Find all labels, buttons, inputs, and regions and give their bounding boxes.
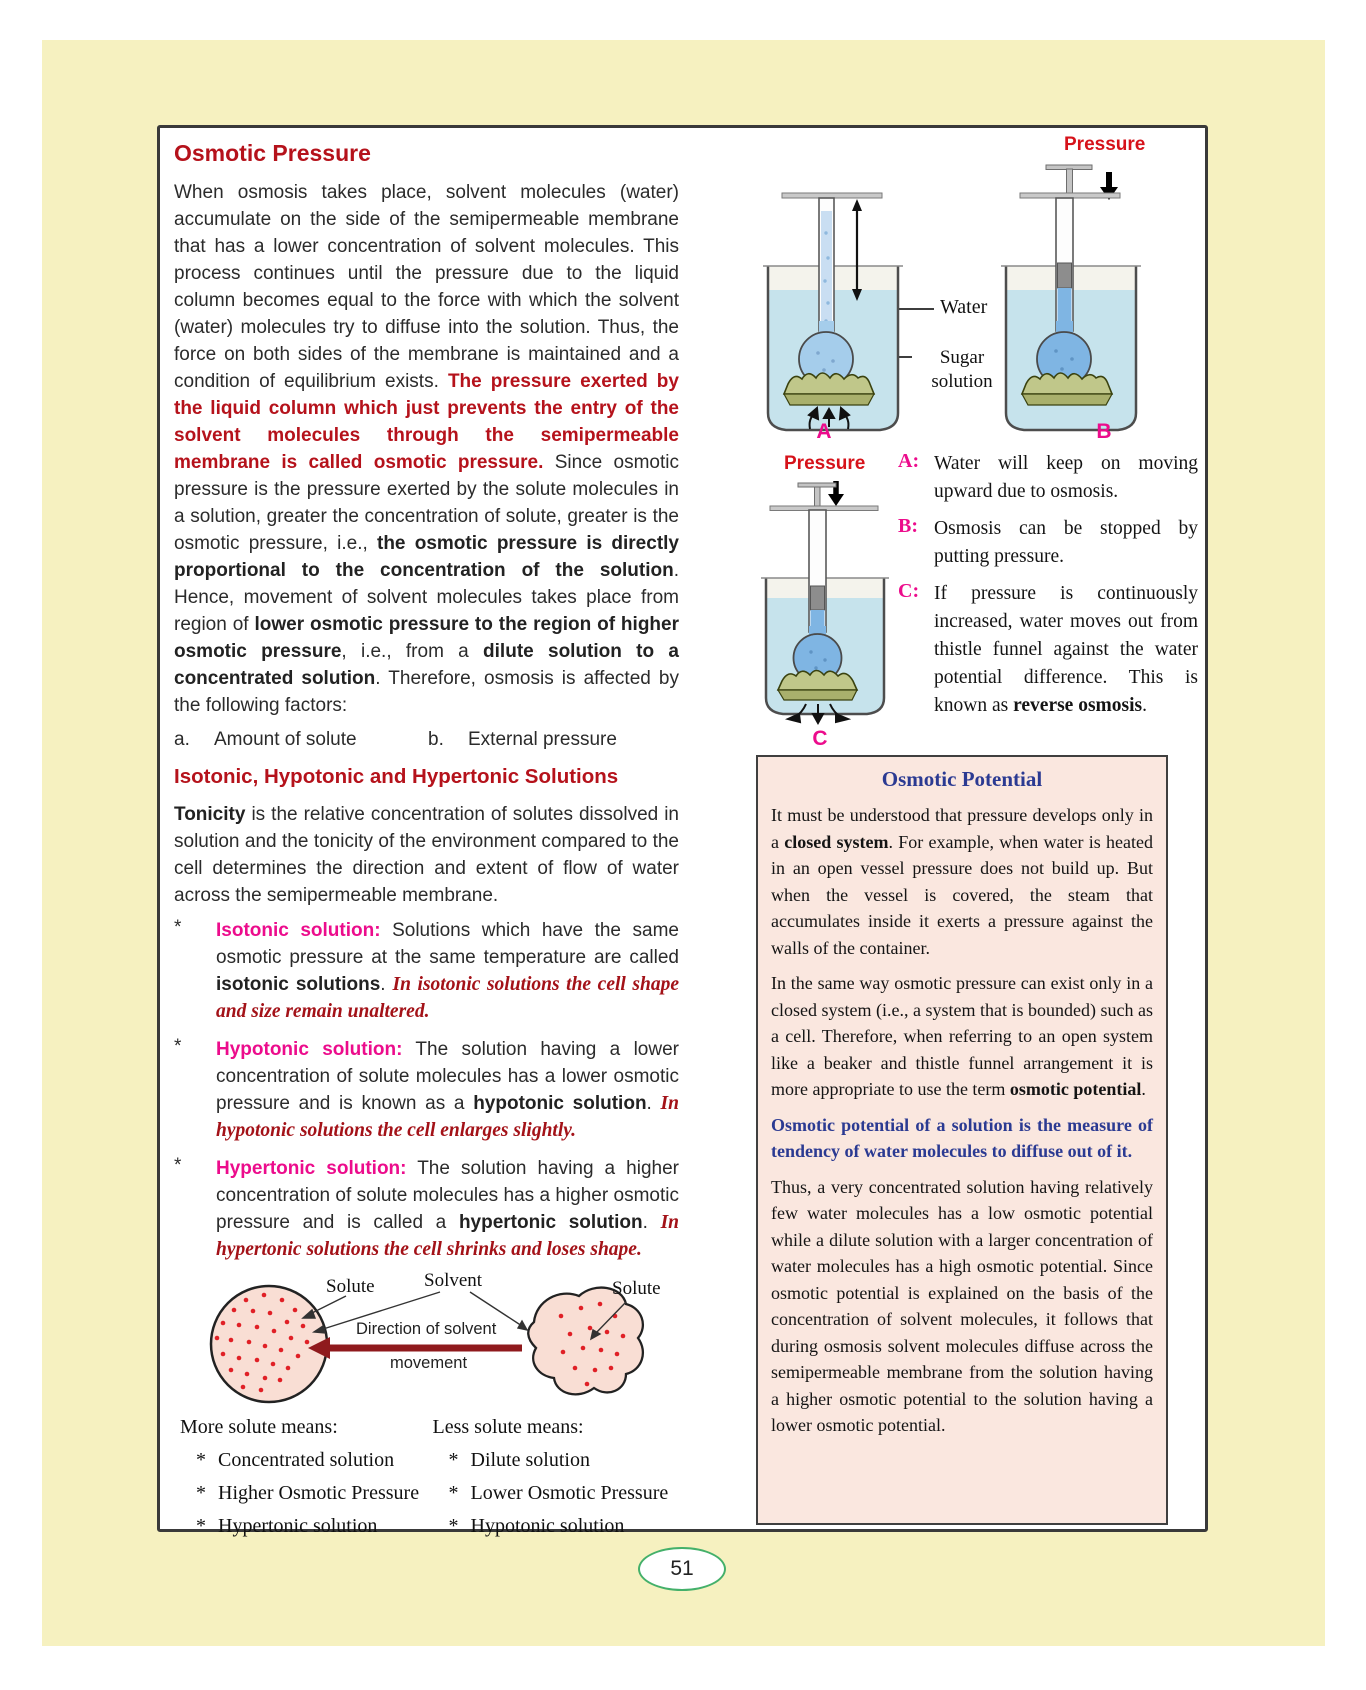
bullet-isotonic — [174, 917, 679, 1025]
list-item — [180, 1515, 427, 1538]
pressure-label-b: Pressure — [1064, 134, 1146, 155]
section-title: Osmotic Pressure — [174, 140, 371, 166]
page-number: 51 — [670, 1557, 694, 1580]
hypotonic-body: The solution having a lower concentration of solute molecules has a lower osmotic pressure and is known as a — [216, 1039, 679, 1114]
bold-pressure-regions: lower osmotic pressure to the region of higher osmotic pressure — [174, 614, 679, 662]
textbook-page — [42, 40, 1325, 1646]
hypertonic-lead: Hypertonic solution: — [216, 1158, 407, 1179]
figure-label-c: C — [812, 727, 828, 750]
definition-c-end: . — [1142, 695, 1148, 716]
direction-label-line2: movement — [390, 1354, 468, 1372]
bold-dilute-concentrated: dilute solution to a concentrated solution — [174, 641, 679, 689]
less-solute-list — [433, 1416, 680, 1548]
tonicity-paragraph — [174, 801, 679, 909]
bullet-hypotonic — [174, 1036, 679, 1144]
isotonic-mid: . — [380, 974, 393, 995]
tonicity-text: is the relative concentration of solutes dissolved in solution and the tonicity of the environment compared to the cell determines the direction and extent of flow of water across the semipermeable membrane. — [174, 804, 679, 906]
isotonic-bold: isotonic solutions — [216, 974, 381, 995]
less-item-2: Lower Osmotic Pressure — [470, 1482, 669, 1504]
page-number-badge — [638, 1547, 726, 1591]
list-bullet: * — [196, 1482, 206, 1504]
potential-paragraph-4: Thus, a very concentrated solution having relatively few water molecules has a low osmotic potential while a dilute solution with a larger concentration of water molecules has a high osmotic potential. Since osmotic potential is explained on the basis of the concentration of solvent molecules, it follows that during osmosis solvent molecules diffuse across the semipermeable membrane from the solution having a higher osmotic potential to the solution having a lower osmotic potential. — [771, 1176, 1153, 1435]
hypertonic-mid: . — [642, 1212, 661, 1233]
more-item-3: Hypertonic solution — [218, 1515, 378, 1537]
list-item — [180, 1449, 427, 1472]
right-column — [700, 128, 1208, 1529]
tonicity-term: Tonicity — [174, 804, 246, 825]
definition-b — [898, 515, 1198, 571]
osmotic-potential-box — [756, 755, 1168, 1525]
list-item — [433, 1482, 680, 1505]
piston — [811, 586, 825, 610]
definition-c-text — [934, 580, 1198, 720]
definition-a — [898, 450, 1198, 506]
bullet-isotonic-text — [216, 917, 679, 1025]
bullet-hypertonic-text — [216, 1155, 679, 1263]
beaker-a-figure — [758, 163, 908, 455]
list-item — [433, 1449, 680, 1472]
reverse-osmosis-term: reverse osmosis — [1013, 695, 1143, 716]
factors-row — [174, 729, 679, 751]
list-item — [180, 1482, 427, 1505]
hypertonic-body: The solution having a higher concentration of solute molecules has a higher osmotic pressure and is called a — [216, 1158, 679, 1233]
semipermeable-membrane — [784, 373, 874, 394]
definition-a-key: A: — [898, 450, 920, 472]
figure-label-b: B — [1096, 420, 1112, 443]
potential-p1-rest: . For example, when water is heated in an open vessel pressure does not build up. But when the vessel is covered, the steam that accumulates inside it exerts a pressure against the walls of the container. — [771, 831, 1153, 958]
piston — [1058, 263, 1072, 288]
definition-c — [898, 580, 1198, 720]
intro-text-5: . Therefore, osmosis is affected by the following factors: — [174, 668, 679, 716]
bullet-marker: * — [174, 917, 182, 938]
cell-comparison-drawing — [174, 1274, 679, 1410]
intro-text-1: When osmosis takes place, solvent molecules (water) accumulate on the side of the semipermeable membrane that has a lower concentration of solvent molecules. This process continues until the pressure due to the liquid column becomes equal to the force with which the solvent (water) molecules try to diffuse into the solution. Thus, the force on both sides of the membrane is maintained and a condition of equilibrium exists. — [174, 182, 679, 392]
bold-proportionality: the osmotic pressure is directly proportional to the concentration of the solution — [174, 533, 679, 581]
definition-c-key: C: — [898, 580, 920, 602]
potential-p1-text: It must be understood that pressure develops only in a — [771, 805, 1153, 852]
factor-b-text: External pressure — [468, 729, 617, 750]
less-item-3: Hypotonic solution — [470, 1515, 625, 1537]
list-item — [433, 1515, 680, 1538]
bullet-hypotonic-text — [216, 1036, 679, 1144]
solute-right-label: Solute — [612, 1278, 661, 1299]
potential-p2-rest: . — [1141, 1079, 1146, 1099]
left-column — [174, 132, 679, 1548]
sugar-label-line1: Sugar — [939, 347, 985, 368]
list-bullet: * — [448, 1482, 459, 1504]
subsection-title: Isotonic, Hypotonic and Hypertonic Solutions — [174, 765, 619, 788]
intro-text-3: . Hence, movement of solvent molecules takes place from region of — [174, 560, 679, 635]
solvent-label: Solvent — [424, 1270, 483, 1291]
potential-definition: Osmotic potential of a solution is the measure of tendency of water molecules to diffuse out of it. — [771, 1114, 1153, 1161]
more-solute-list — [180, 1416, 427, 1548]
intro-paragraph — [174, 179, 679, 719]
beaker-c-figure — [758, 476, 893, 730]
osmotic-potential-title: Osmotic Potential — [881, 767, 1043, 791]
less-solute-title: Less solute means: — [432, 1416, 584, 1438]
sugar-label-line2: solution — [931, 371, 993, 392]
closed-system-term: closed system — [784, 831, 889, 852]
osmotic-potential-term: osmotic potential — [1009, 1079, 1142, 1099]
bullet-marker: * — [174, 1036, 182, 1057]
hypotonic-bold: hypotonic solution — [473, 1093, 647, 1114]
comparison-lists — [174, 1416, 679, 1548]
bullet-hypertonic — [174, 1155, 679, 1263]
more-item-2: Higher Osmotic Pressure — [218, 1482, 420, 1504]
intro-text-4: , i.e., from a — [341, 641, 484, 662]
factor-a-label: a. — [174, 729, 190, 750]
osmotic-pressure-definition: The pressure exerted by the liquid column which just prevents the entry of the solvent molecules through the semipermeable membrane is called osmotic pressure. — [174, 371, 679, 473]
hypotonic-lead: Hypotonic solution: — [216, 1039, 403, 1060]
bullet-marker: * — [174, 1155, 182, 1176]
factor-b-label: b. — [428, 729, 444, 750]
potential-paragraph-1 — [771, 802, 1153, 961]
hypertonic-note: In hypertonic solutions the cell shrinks and loses shape. — [216, 1212, 680, 1260]
list-bullet: * — [448, 1449, 459, 1471]
definition-c-body: If pressure is continuously increased, water moves out from thistle funnel against the water potential difference. This is known as — [934, 583, 1198, 716]
hypotonic-mid: . — [646, 1093, 661, 1114]
hypertonic-bold: hypertonic solution — [458, 1212, 643, 1233]
content-frame — [157, 125, 1208, 1537]
solute-left-label: Solute — [326, 1276, 375, 1297]
intro-text-2: Since osmotic pressure is the pressure exerted by the solute molecules in a solution, greater the concentration of solute, greater is the osmotic pressure, i.e., — [174, 452, 679, 554]
semipermeable-membrane — [778, 671, 857, 691]
isotonic-body: Solutions which have the same osmotic pressure at the same temperature are called — [216, 920, 679, 968]
figure-definitions — [898, 450, 1198, 729]
list-bullet: * — [196, 1515, 206, 1537]
beaker-b-figure — [996, 163, 1146, 455]
factor-a-text: Amount of solute — [214, 729, 357, 750]
potential-p2-text: In the same way osmotic pressure can exist only in a closed system (i.e., a system that is bounded) such as a cell. Therefore, when referring to an open system like a beaker and thistle funnel arrangement it is more appropriate to use the term — [771, 973, 1153, 1099]
isotonic-note: In isotonic solutions the cell shape and size remain unaltered. — [216, 974, 679, 1022]
list-bullet: * — [448, 1515, 459, 1537]
direction-label-line1: Direction of solvent — [356, 1320, 497, 1338]
definition-b-key: B: — [898, 515, 918, 537]
definition-b-text: Osmosis can be stopped by putting pressure. — [934, 518, 1198, 567]
less-item-1: Dilute solution — [470, 1449, 590, 1471]
semipermeable-membrane — [1022, 373, 1112, 394]
hypotonic-note: In hypotonic solutions the cell enlarges slightly. — [216, 1093, 679, 1141]
water-label: Water — [940, 296, 988, 318]
definition-a-text: Water will keep on moving upward due to osmosis. — [934, 453, 1198, 502]
figure-label-a: A — [816, 420, 832, 443]
dilute-cell-shape — [528, 1288, 643, 1395]
potential-paragraph-2 — [771, 970, 1153, 1103]
cell-comparison-figure — [174, 1270, 679, 1410]
isotonic-lead: Isotonic solution: — [216, 920, 381, 941]
list-bullet: * — [196, 1449, 206, 1471]
more-item-1: Concentrated solution — [218, 1449, 395, 1471]
more-solute-title: More solute means: — [180, 1416, 338, 1438]
sugar-solution-label — [914, 346, 1010, 394]
pressure-label-c: Pressure — [784, 453, 866, 474]
